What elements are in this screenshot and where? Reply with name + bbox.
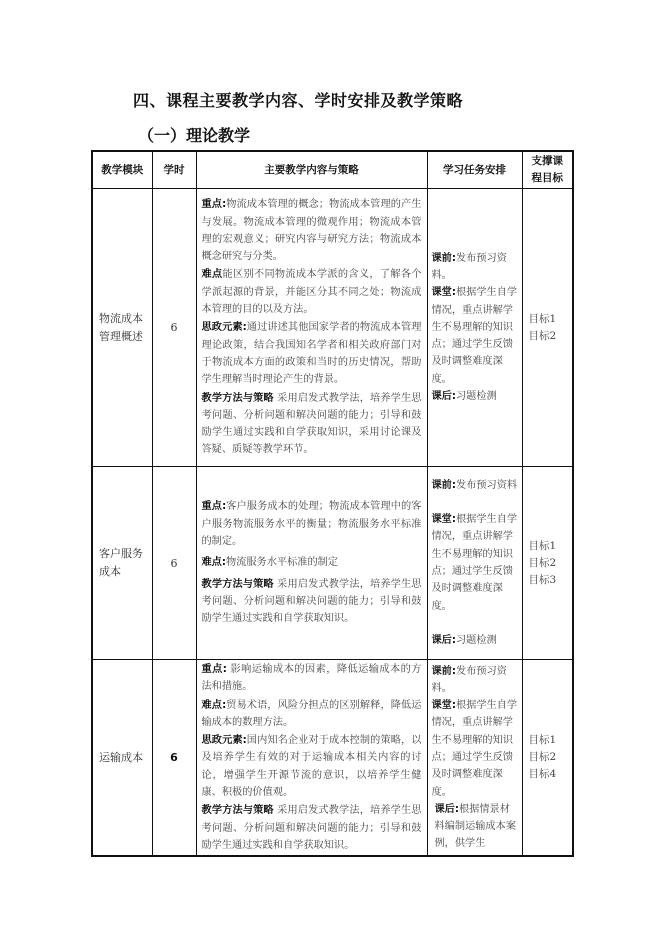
header-hours: 学时 <box>152 151 196 189</box>
table-row <box>92 467 573 660</box>
goal-item: 目标1 <box>528 539 557 552</box>
teaching-methods: 教学方法与策略 采用启发式教学法，培养学生思考问题、分析问题和解决问题的能力；引导和鼓励学生通过实践和自学获取知识。 <box>201 805 422 851</box>
header-module: 教学模块 <box>92 151 152 189</box>
task-before-class: 课前:发布预习资料。 <box>431 665 507 694</box>
goals-cell <box>522 467 573 660</box>
table-row <box>92 189 573 467</box>
goals-cell <box>522 189 573 467</box>
goal-item: 目标2 <box>528 751 557 764</box>
table-header-row <box>92 151 573 189</box>
theory-teaching-table <box>91 150 574 857</box>
hours-cell: 6 <box>152 189 196 467</box>
header-goals: 支撑课 程目标 <box>522 151 573 189</box>
task-in-class: 课堂:根据学生自学情况，重点讲解学生不易理解的知识点；通过学生反馈及时调整难度深度。 <box>431 287 518 385</box>
goal-item: 目标2 <box>528 556 557 569</box>
ideology-elements: 思政元素:通过讲述其他国家学者的物流成本管理理论政策，结合我国知名学者和相关政府部门对于物流成本方面的政策和当时的历史情况，帮助学生理解当时理论产生的背景。 <box>201 322 422 386</box>
task-in-class: 课堂:根据学生自学情况，重点讲解学生不易理解的知识点；通过学生反馈及时调整难度深度。 <box>431 514 518 612</box>
teaching-methods: 教学方法与策略 采用启发式教学法，培养学生思考问题、分析问题和解决问题的能力；引导和鼓励学生通过实践和自学获取知识。 <box>201 578 422 625</box>
task-before-class: 课前:发布预习资料 <box>431 479 518 491</box>
task-in-class: 课堂:根据学生自学情况，重点讲解学生不易理解的知识点；通过学生反馈及时调整难度深度。 <box>431 700 518 798</box>
hours-cell: 6 <box>152 660 196 857</box>
tasks-cell <box>427 467 522 660</box>
section-title: 四、课程主要教学内容、学时安排及教学策略 <box>133 91 464 110</box>
goal-item: 目标4 <box>528 768 557 781</box>
goal-item: 目标2 <box>528 329 557 342</box>
task-after-class: 课后:习题检测 <box>431 634 497 646</box>
difficulties: 难点能区别不同物流成本学派的含义，了解各个学派起源的背景，并能区分其不同之处；物流成本管理的目的以及方法。 <box>201 269 422 316</box>
module-cell: 客户服务成本 <box>92 467 152 660</box>
ideology-elements: 思政元素:国内知名企业对于成本控制的策略，以及培养学生有效的对于运输成本相关内容的讨论，增强学生开源节流的意识，以培养学生健康、积极的价值观。 <box>201 735 422 799</box>
difficulties: 难点:贸易术语，风险分担点的区别解释，降低运输成本的数理方法。 <box>201 699 422 728</box>
goal-item: 目标1 <box>528 312 557 325</box>
key-points: 重点:物流成本管理的概念；物流成本管理的产生与发展。物流成本管理的微观作用；物流成本管理的宏观意义；研究内容与研究方法；物流成本概念研究与分类。 <box>201 199 422 263</box>
content-cell <box>196 660 427 857</box>
tasks-cell <box>427 660 522 857</box>
task-before-class: 课前:发布预习资料。 <box>431 252 507 281</box>
task-after-class: 课后:习题检测 <box>431 391 497 403</box>
task-after-class: 课后:根据情景材料编制运输成本案例，供学生 <box>434 803 516 850</box>
table-row <box>92 660 573 857</box>
goal-item: 目标1 <box>528 734 557 747</box>
difficulties: 难点:物流服务水平标准的制定 <box>201 557 339 569</box>
tasks-cell <box>427 189 522 467</box>
teaching-methods: 教学方法与策略 采用启发式教学法，培养学生思考问题、分析问题和解决问题的能力；引导和鼓励学生通过实践和自学获取知识，采用讨论课及答疑、质疑等教学环节。 <box>201 392 422 456</box>
module-cell: 物流成本管理概述 <box>92 189 152 467</box>
content-cell <box>196 467 427 660</box>
goal-item: 目标3 <box>528 573 557 586</box>
header-tasks: 学习任务安排 <box>427 151 522 189</box>
hours-cell: 6 <box>152 467 196 660</box>
module-cell: 运输成本 <box>92 660 152 857</box>
key-points: 重点: 影响运输成本的因素，降低运输成本的方法和措施。 <box>201 664 422 693</box>
subsection-title: （一）理论教学 <box>138 126 251 145</box>
goals-cell <box>522 660 573 857</box>
header-content: 主要教学内容与策略 <box>196 151 427 189</box>
content-cell <box>196 189 427 467</box>
key-points: 重点:客户服务成本的处理；物流成本管理中的客户服务物流服务水平的衡量；物流服务水平标准的制定。 <box>201 501 422 548</box>
